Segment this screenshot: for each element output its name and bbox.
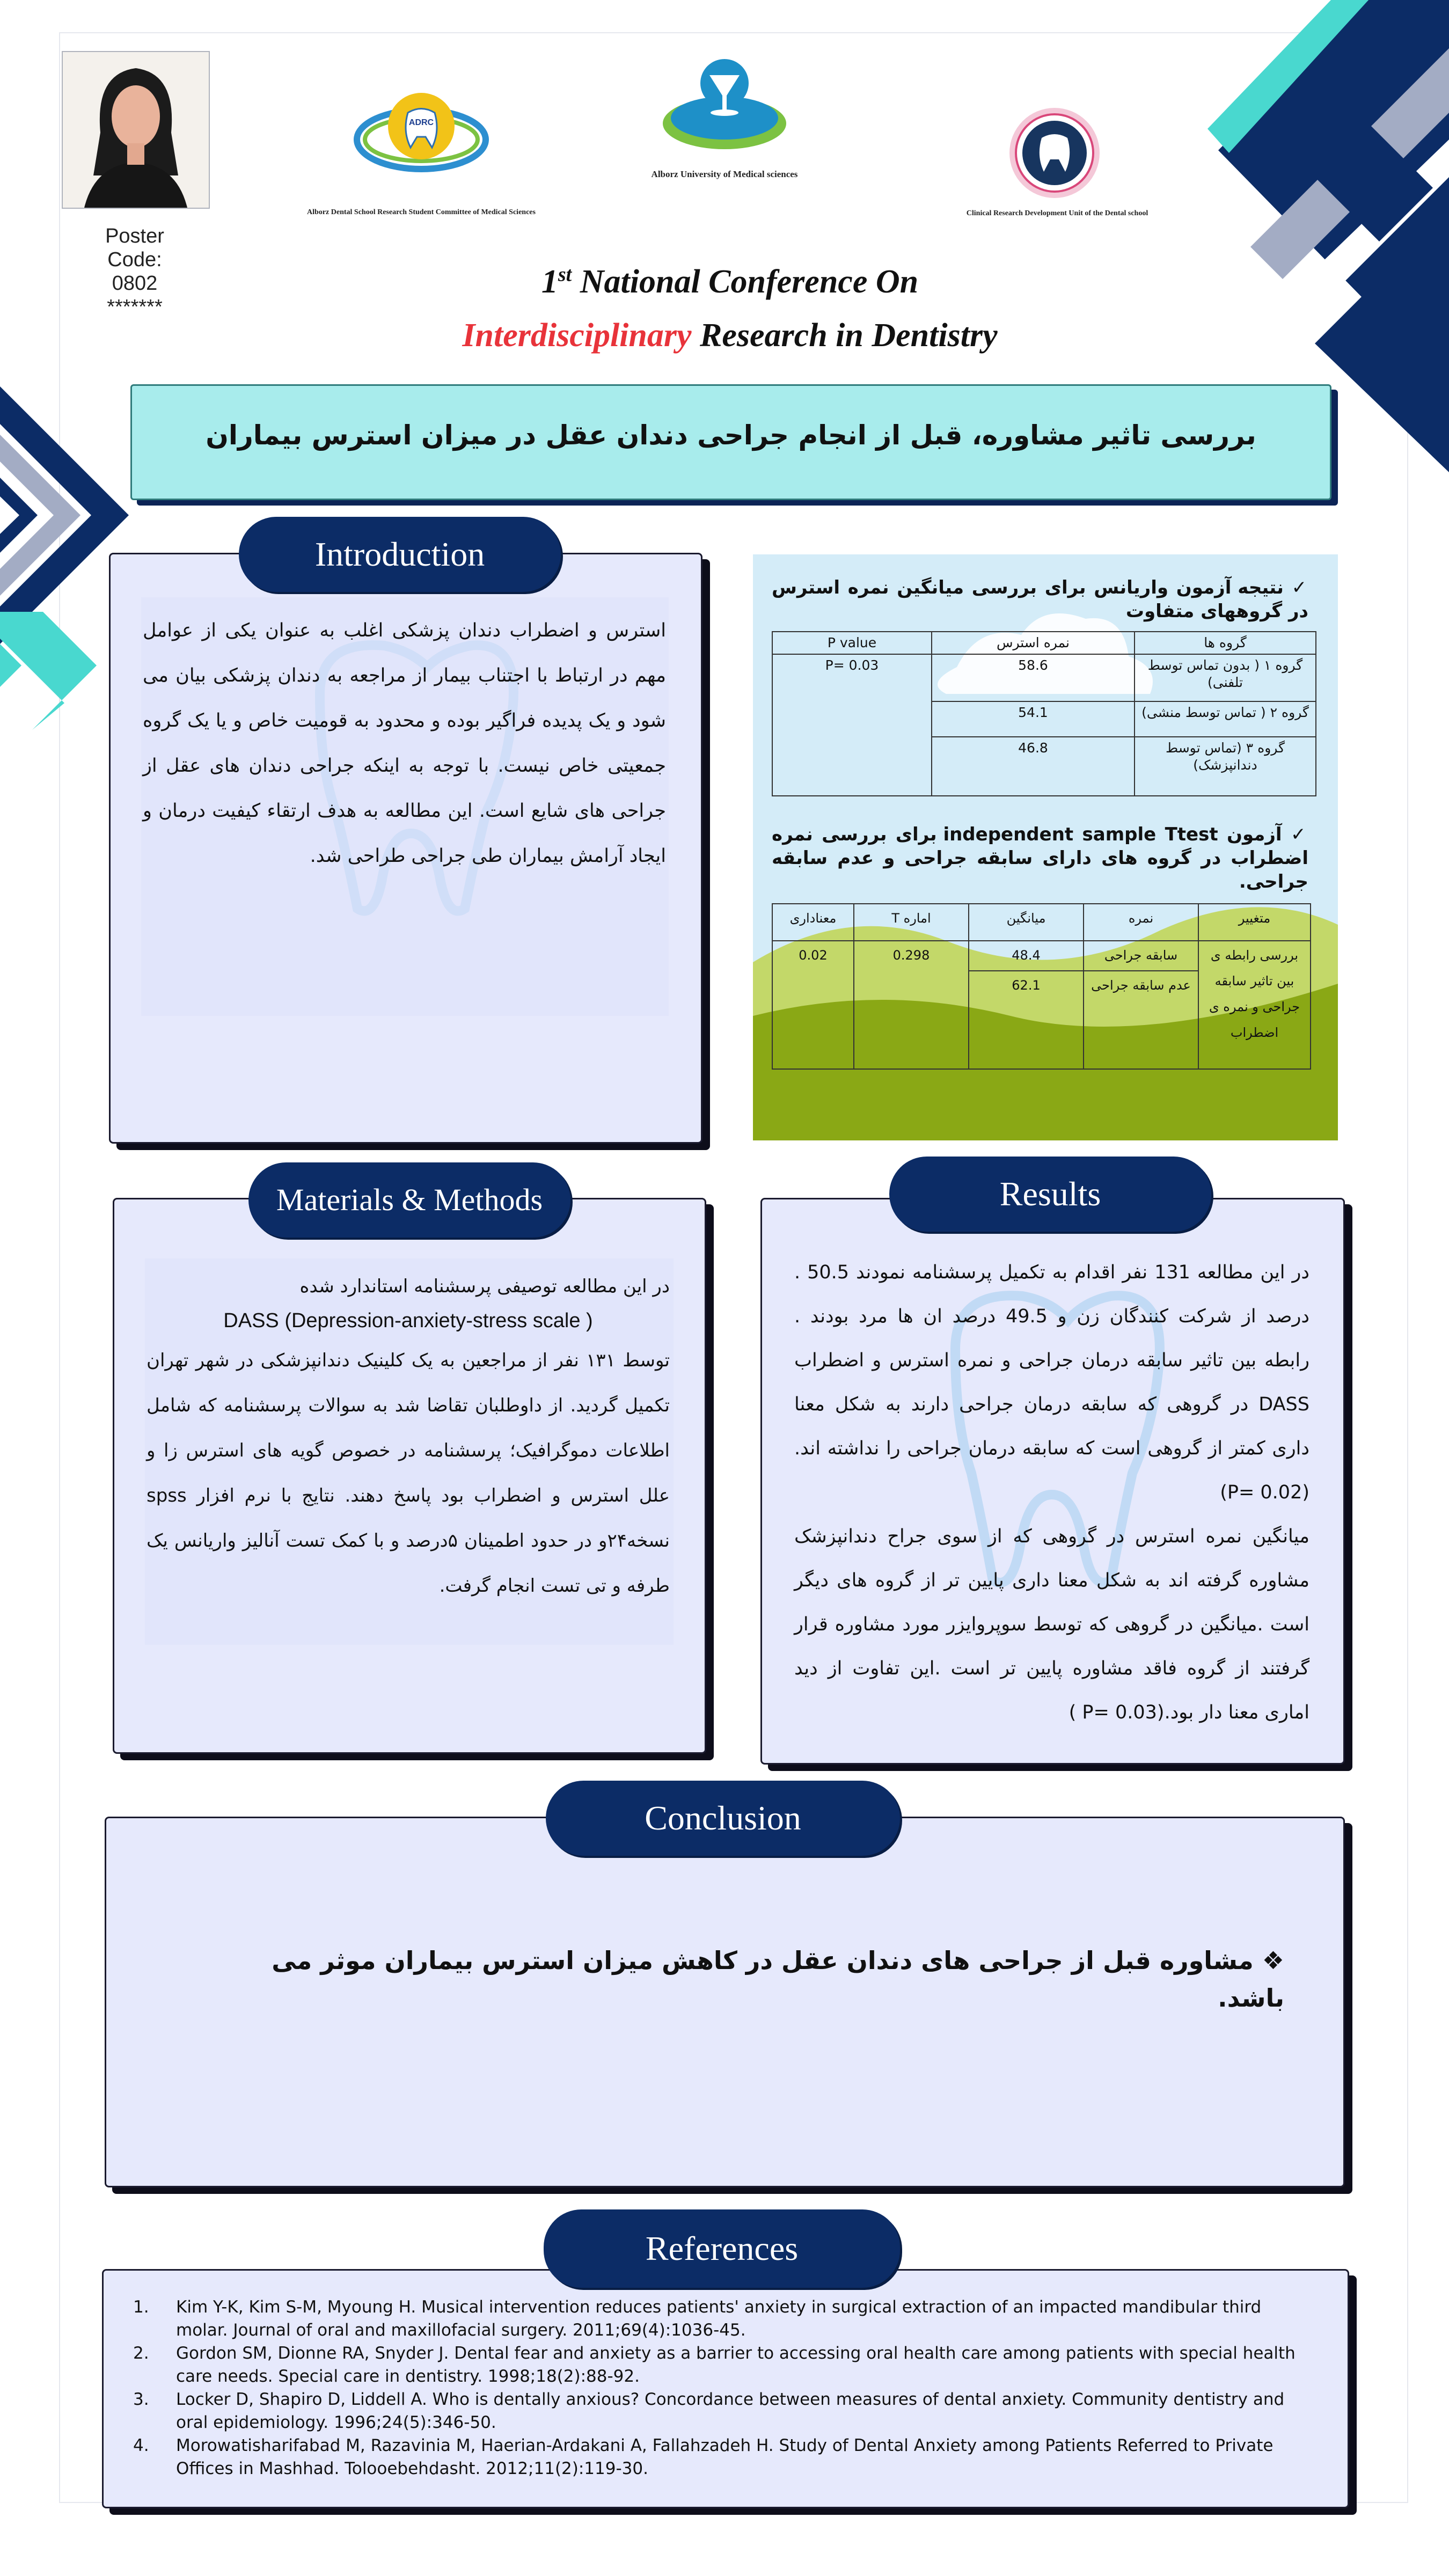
references-list [133,2296,1303,2480]
logo-alborz-university [617,54,832,188]
anova-header-row [772,632,1316,654]
ttest-header-variable: متغییر [1198,904,1311,941]
materials-text [147,1269,670,1608]
results-para2: میانگین نمره استرس در گروهی که از سوی جراح دندانپزشک مشاوره گرفته اند به شکل معنا داری پایین تر از گروه های دیگر است .میانگین در گروهی که توسط سوپروایزر مورد مشاوره قرار گرفتند از گروه فاقد مشاوره پایین تر است .این تفاوت از دید اماری معنا دار بود.(P= 0.03 ) [794,1526,1309,1723]
reference-text: Locker D, Shapiro D, Liddell A. Who is dentally anxious? Concordance between measures of dental anxiety. Community dentistry and oral epidemiology. 1996;24(5):346-50. [176,2390,1285,2432]
poster-title: بررسی تاثیر مشاوره، قبل از انجام جراحی دندان عقل در میزان استرس بیماران [206,420,1256,451]
results-heading: Results [889,1157,1211,1232]
ttest-header-sig: معناداری [772,904,854,941]
university-emblem-icon [660,54,789,161]
ttest-group-cell: سابقه جراحی [1084,941,1198,971]
diamond-bullet-icon: ❖ [1262,1946,1284,1975]
logo-right-caption: Clinical Research Development Unit of the Dental school [966,209,1148,217]
tooth-orbit-logo-icon [352,80,491,188]
anova-group-cell: گروه ۱ ( بدون تماس توسط تلفنی) [1135,654,1316,701]
anova-table [772,631,1316,796]
conference-ordinal: 1 [541,264,558,300]
ttest-heading-text: آزمون independent sample Ttest برای بررسی نمره اضطراب در گروه های دارای سابقه جراحی و عدم سابقه جراحی. [772,824,1308,892]
reference-number: 4. [133,2436,149,2455]
conference-title-line1 [343,252,1116,311]
ttest-mean-cell: 48.4 [969,941,1084,971]
poster-code-line2: Code: [107,248,162,271]
anova-heading [772,576,1308,623]
anova-header-group: گروه ها [1135,632,1316,654]
anova-score-cell: 58.6 [932,654,1135,701]
ttest-variable-cell: بررسی رابطه ی بین تاثیر سابقه جراحی و نمره ی اضطراب [1198,941,1311,1069]
logo-badge-text: ADRC [408,118,434,127]
logo-center-caption: Alborz University of Medical sciences [651,169,798,179]
ttest-row [772,941,1311,971]
conclusion-text: مشاوره قبل از جراحی های دندان عقل در کاهش میزان استرس بیماران موثر می باشد. [272,1946,1284,2012]
ttest-sig-cell: 0.02 [772,941,854,1069]
reference-number: 3. [133,2390,149,2409]
ttest-header-row [772,904,1311,941]
ttest-group-cell: عدم سابقه جراحی [1084,971,1198,1069]
logo-left-caption: Alborz Dental School Research Student Committee of Medical Sciences [307,208,536,216]
presenter-avatar-icon [63,52,209,208]
results-para1: در این مطالعه 131 نفر اقدام به تکمیل پرسشنامه نمودند 50.5 . درصد از شرکت کنندگان زن و 49.5 درصد ان ها مرد بودند . رابطه بین تاثیر سابقه درمان جراحی و نمره استرس و اضطراب DASS در گروهی که سابقه درمان جراحی دارند به شکل معنا داری کمتر از گروهی است که سابقه درمان جراحی را نداشته اند.(P= 0.02) [794,1262,1309,1503]
corner-navy-lower [1315,279,1449,472]
anova-score-cell: 46.8 [932,737,1135,796]
materials-panel [113,1198,706,1754]
statistics-panel [753,554,1338,1140]
reference-number: 1. [133,2297,149,2317]
poster-code-stars: ******* [107,296,163,318]
reference-item [133,2434,1303,2480]
reference-text: Morowatisharifabad M, Razavinia M, Haerian-Ardakani A, Fallahzadeh H. Study of Dental Anxiety among Patients Referred to Private Offices in Mashhad. Tolooebehdasht. 2012;11(2):119-30. [176,2436,1274,2478]
results-text [794,1250,1309,1735]
anova-header-p: P value [772,632,932,654]
anova-heading-text: نتیجه آزمون واریانس برای بررسی میانگین نمره استرس در گروههای متفاوت [772,577,1308,622]
materials-dass-line: DASS (Depression-anxiety-stress scale ) [223,1309,593,1332]
ttest-mean-cell: 62.1 [969,971,1084,1069]
presenter-photo [62,51,210,209]
poster-code-number: 0802 [112,272,158,295]
ttest-header-mean: میانگین [969,904,1084,941]
poster-title-box [130,384,1331,500]
conclusion-heading: Conclusion [546,1781,900,1856]
ttest-header-t: اماره T [854,904,969,941]
logo-dental-research-committee [301,80,542,220]
anova-group-cell: گروه ۳ (تماس توسط دندانپزشک) [1135,737,1316,796]
conference-highlight: Interdisciplinary [462,317,692,354]
poster-code-line1: Poster [105,225,164,247]
conclusion-statement [211,1942,1284,2017]
ttest-heading [772,823,1308,894]
reference-text: Kim Y-K, Kim S-M, Myoung H. Musical intervention reduces patients' anxiety in surgical extraction of an impacted mandibular third molar. Journal of oral and maxillofacial surgery. 2011;69(4):1036-45. [176,2297,1262,2340]
conclusion-panel [105,1817,1345,2187]
introduction-panel [109,553,702,1144]
reference-text: Gordon SM, Dionne RA, Snyder J. Dental fear and anxiety as a barrier to accessing oral health care among patients with special health care needs. Special care in dentistry. 1998;18(2):88-92. [176,2344,1296,2386]
conference-title-line2 [343,306,1116,365]
tooth-circle-logo-icon [1006,105,1103,201]
checkmark-icon: ✓ [1290,824,1308,845]
introduction-text: استرس و اضطراب دندان پزشکی اغلب به عنوان یکی از عوامل مهم در ارتباط با اجتناب بیمار از مراجعه به دندان پزشکی بیان می شود و یک پدیده فراگیر بوده و محدود به قومیت خاص و یا یک گروه جمعیتی خاص نیست. با توجه به اینکه جراحی دندان های عقل از جراحی های شایع است. این مطالعه به هدف ارتقاء کیفیت درمان و ایجاد آرامش بیماران طی جراحی طراحی شد. [143,620,666,867]
conference-title [343,252,1116,365]
ttest-header-group: نمره [1084,904,1198,941]
poster-code [62,224,208,319]
conference-line2-text: Research in Dentistry [691,317,998,354]
reference-item [133,2388,1303,2434]
reference-item [133,2296,1303,2342]
anova-header-score: نمره استرس [932,632,1135,654]
introduction-heading: Introduction [239,517,561,592]
anova-row [772,654,1316,701]
anova-score-cell: 54.1 [932,701,1135,737]
ttest-t-cell: 0.298 [854,941,969,1069]
results-panel [760,1198,1345,1765]
reference-number: 2. [133,2344,149,2363]
logo-clinical-research-unit [945,105,1170,223]
conference-ordinal-suffix: st [558,263,572,286]
conference-line1-text: National Conference On [572,264,919,300]
references-heading: References [544,2209,900,2288]
anova-group-cell: گروه ۲ ( تماس توسط منشی) [1135,701,1316,737]
materials-line1: در این مطالعه توصیفی پرسشنامه استاندارد شده [299,1276,670,1297]
materials-body: توسط ۱۳۱ نفر از مراجعین به یک کلینیک دندانپزشکی در شهر تهران تکمیل گردید. از داوطلبان تقاضا شد به سوالات پرسشنامه که شامل اطلاعات دموگرافیک؛ پرسشنامه در خصوص گویه های استرس زا و علل استرس و اضطراب بود پاسخ دهند. نتایج با نرم افزار spss نسخه۲۴و در حدود اطمینان ۵درصد و با کمک تست آنالیز واریانس یک طرفه و تی تست انجام گرفت. [147,1350,670,1597]
ttest-table [772,903,1311,1070]
reference-item [133,2342,1303,2388]
materials-heading: Materials & Methods [248,1162,570,1238]
anova-p-cell: P= 0.03 [772,654,932,796]
checkmark-icon: ✓ [1291,577,1308,598]
